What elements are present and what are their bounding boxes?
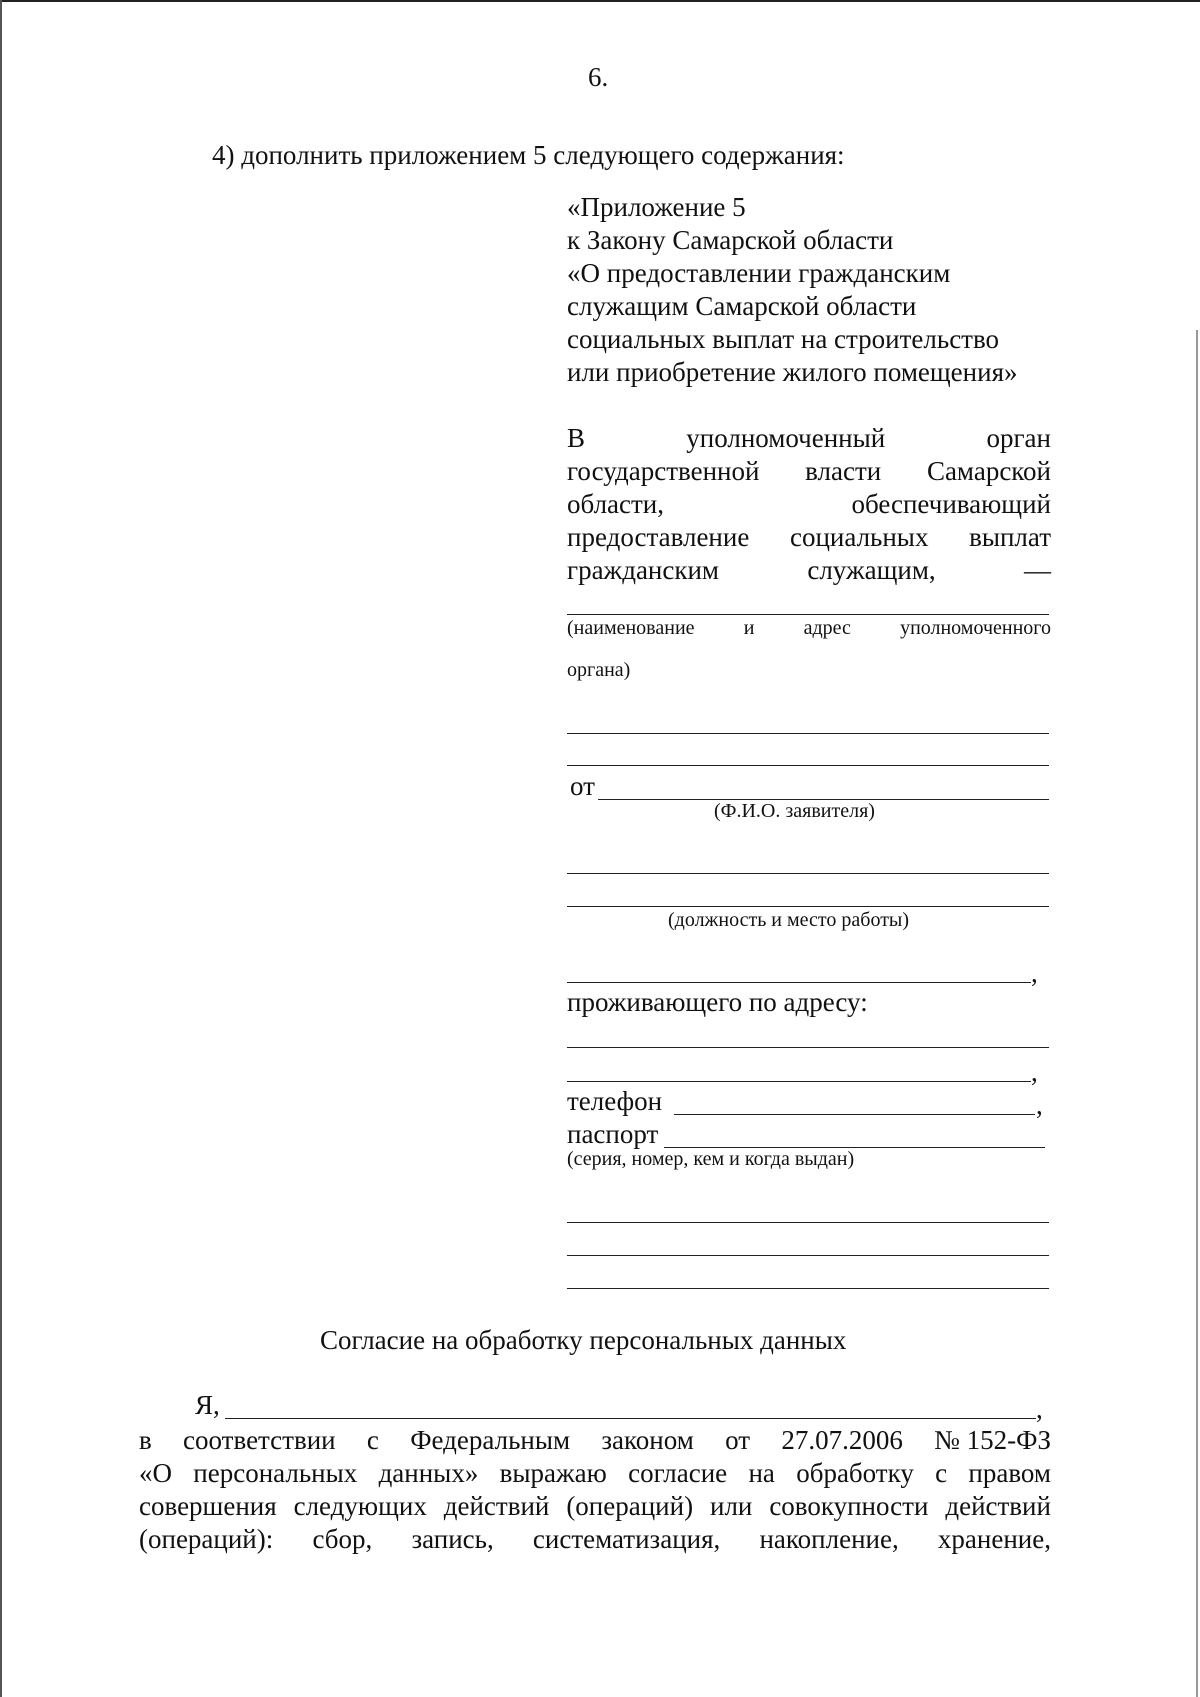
position-caption: (должность и место работы) — [668, 909, 910, 931]
word: персональных — [193, 1458, 358, 1488]
word: государственной — [567, 456, 760, 486]
address-field[interactable] — [567, 1081, 1031, 1082]
appendix-header-line: к Закону Самарской области — [567, 225, 894, 255]
word: и — [743, 617, 755, 639]
address-field[interactable] — [567, 1047, 1049, 1048]
word: или — [710, 1491, 753, 1521]
word: законом — [601, 1425, 694, 1455]
word: действий — [945, 1491, 1051, 1521]
word: Федеральным — [410, 1425, 571, 1455]
word: № 152-ФЗ — [934, 1425, 1051, 1455]
word: (операций): — [139, 1524, 274, 1554]
appendix-header-line: служащим Самарской области — [567, 291, 917, 321]
passport-label: паспорт — [567, 1119, 659, 1149]
appendix-header-line: «Приложение 5 — [567, 192, 746, 222]
fio-caption: (Ф.И.О. заявителя) — [714, 800, 875, 822]
organ-address-line — [567, 765, 1049, 766]
word: власти — [805, 456, 882, 486]
word: от — [725, 1425, 751, 1455]
intro-paragraph: 4) дополнить приложением 5 следующего содержания: — [212, 140, 845, 170]
addressee-line — [567, 555, 1051, 586]
page-number: 6. — [588, 62, 609, 92]
appendix-header-line: или приобретение жилого помещения» — [567, 357, 1018, 387]
word: (наименование — [567, 617, 695, 639]
residing-label: проживающего по адресу: — [567, 987, 868, 1017]
word: данных» — [378, 1458, 479, 1488]
word: гражданским — [567, 555, 720, 585]
page-right-border — [1196, 330, 1198, 1697]
word: орган — [986, 423, 1051, 453]
word: уполномоченный — [686, 423, 886, 453]
consenter-name-field[interactable] — [225, 1418, 1036, 1419]
word: выплат — [969, 522, 1051, 552]
word: предоставление — [567, 522, 750, 552]
word: уполномоченного — [900, 617, 1051, 639]
word: социальных — [789, 522, 929, 552]
word: систематизация, — [532, 1524, 721, 1554]
word: совокупности — [769, 1491, 929, 1521]
position-field[interactable] — [567, 906, 1049, 907]
phone-label: телефон — [567, 1086, 663, 1116]
word: запись, — [411, 1524, 494, 1554]
addressee-line — [567, 456, 1051, 487]
appendix-header-line: «О предоставлении гражданским — [567, 258, 951, 288]
word: В — [567, 423, 586, 453]
word: соответствии — [183, 1425, 336, 1455]
organ-caption — [567, 617, 1051, 640]
word: в — [139, 1425, 152, 1455]
comma: , — [1036, 1394, 1043, 1424]
word: на — [748, 1458, 775, 1488]
word: служащим, — [807, 555, 936, 585]
word: совершения — [139, 1491, 277, 1521]
word: области, — [567, 489, 665, 519]
word: выражаю — [499, 1458, 607, 1488]
word: обеспечивающий — [851, 489, 1051, 519]
word: — — [1023, 555, 1051, 585]
word: следующих — [293, 1491, 427, 1521]
word: правом — [968, 1458, 1051, 1488]
passport-details-field[interactable] — [567, 1255, 1049, 1256]
organ-name-line — [567, 614, 1049, 615]
word: Самарской — [926, 456, 1051, 486]
phone-field[interactable] — [674, 1114, 1035, 1115]
body-line — [139, 1524, 1051, 1555]
body-line — [139, 1458, 1051, 1489]
word: «О — [139, 1458, 172, 1488]
word: с — [935, 1458, 948, 1488]
consent-title: Согласие на обработку персональных данных — [320, 1325, 847, 1355]
page-top-border — [0, 0, 1200, 2]
position-field[interactable] — [567, 982, 1031, 983]
passport-details-field[interactable] — [567, 1222, 1049, 1223]
passport-caption: (серия, номер, кем и когда выдан) — [567, 1148, 855, 1170]
word: обработку — [796, 1458, 914, 1488]
addressee-line — [567, 423, 1051, 454]
organ-address-line — [567, 733, 1049, 734]
word: действий — [443, 1491, 550, 1521]
word: согласие — [628, 1458, 728, 1488]
appendix-header-line: социальных выплат на строительство — [567, 324, 1000, 354]
word: 27.07.2006 — [781, 1425, 903, 1455]
word: хранение, — [937, 1524, 1051, 1554]
word: адрес — [803, 617, 851, 639]
comma: , — [1036, 1090, 1043, 1120]
position-field[interactable] — [567, 873, 1049, 874]
word: с — [366, 1425, 379, 1455]
comma: , — [1031, 958, 1038, 988]
page-left-border — [0, 0, 2, 1697]
word: сбор, — [312, 1524, 373, 1554]
word: накопление, — [759, 1524, 899, 1554]
from-label: от — [570, 771, 595, 801]
organ-caption-tail: органа) — [567, 659, 631, 681]
addressee-line — [567, 522, 1051, 553]
addressee-line — [567, 489, 1051, 520]
word: (операций) — [566, 1491, 694, 1521]
passport-details-field[interactable] — [567, 1288, 1049, 1289]
body-line — [139, 1491, 1051, 1522]
ya-label: Я, — [195, 1390, 220, 1420]
body-line — [139, 1425, 1051, 1456]
comma: , — [1031, 1057, 1038, 1087]
